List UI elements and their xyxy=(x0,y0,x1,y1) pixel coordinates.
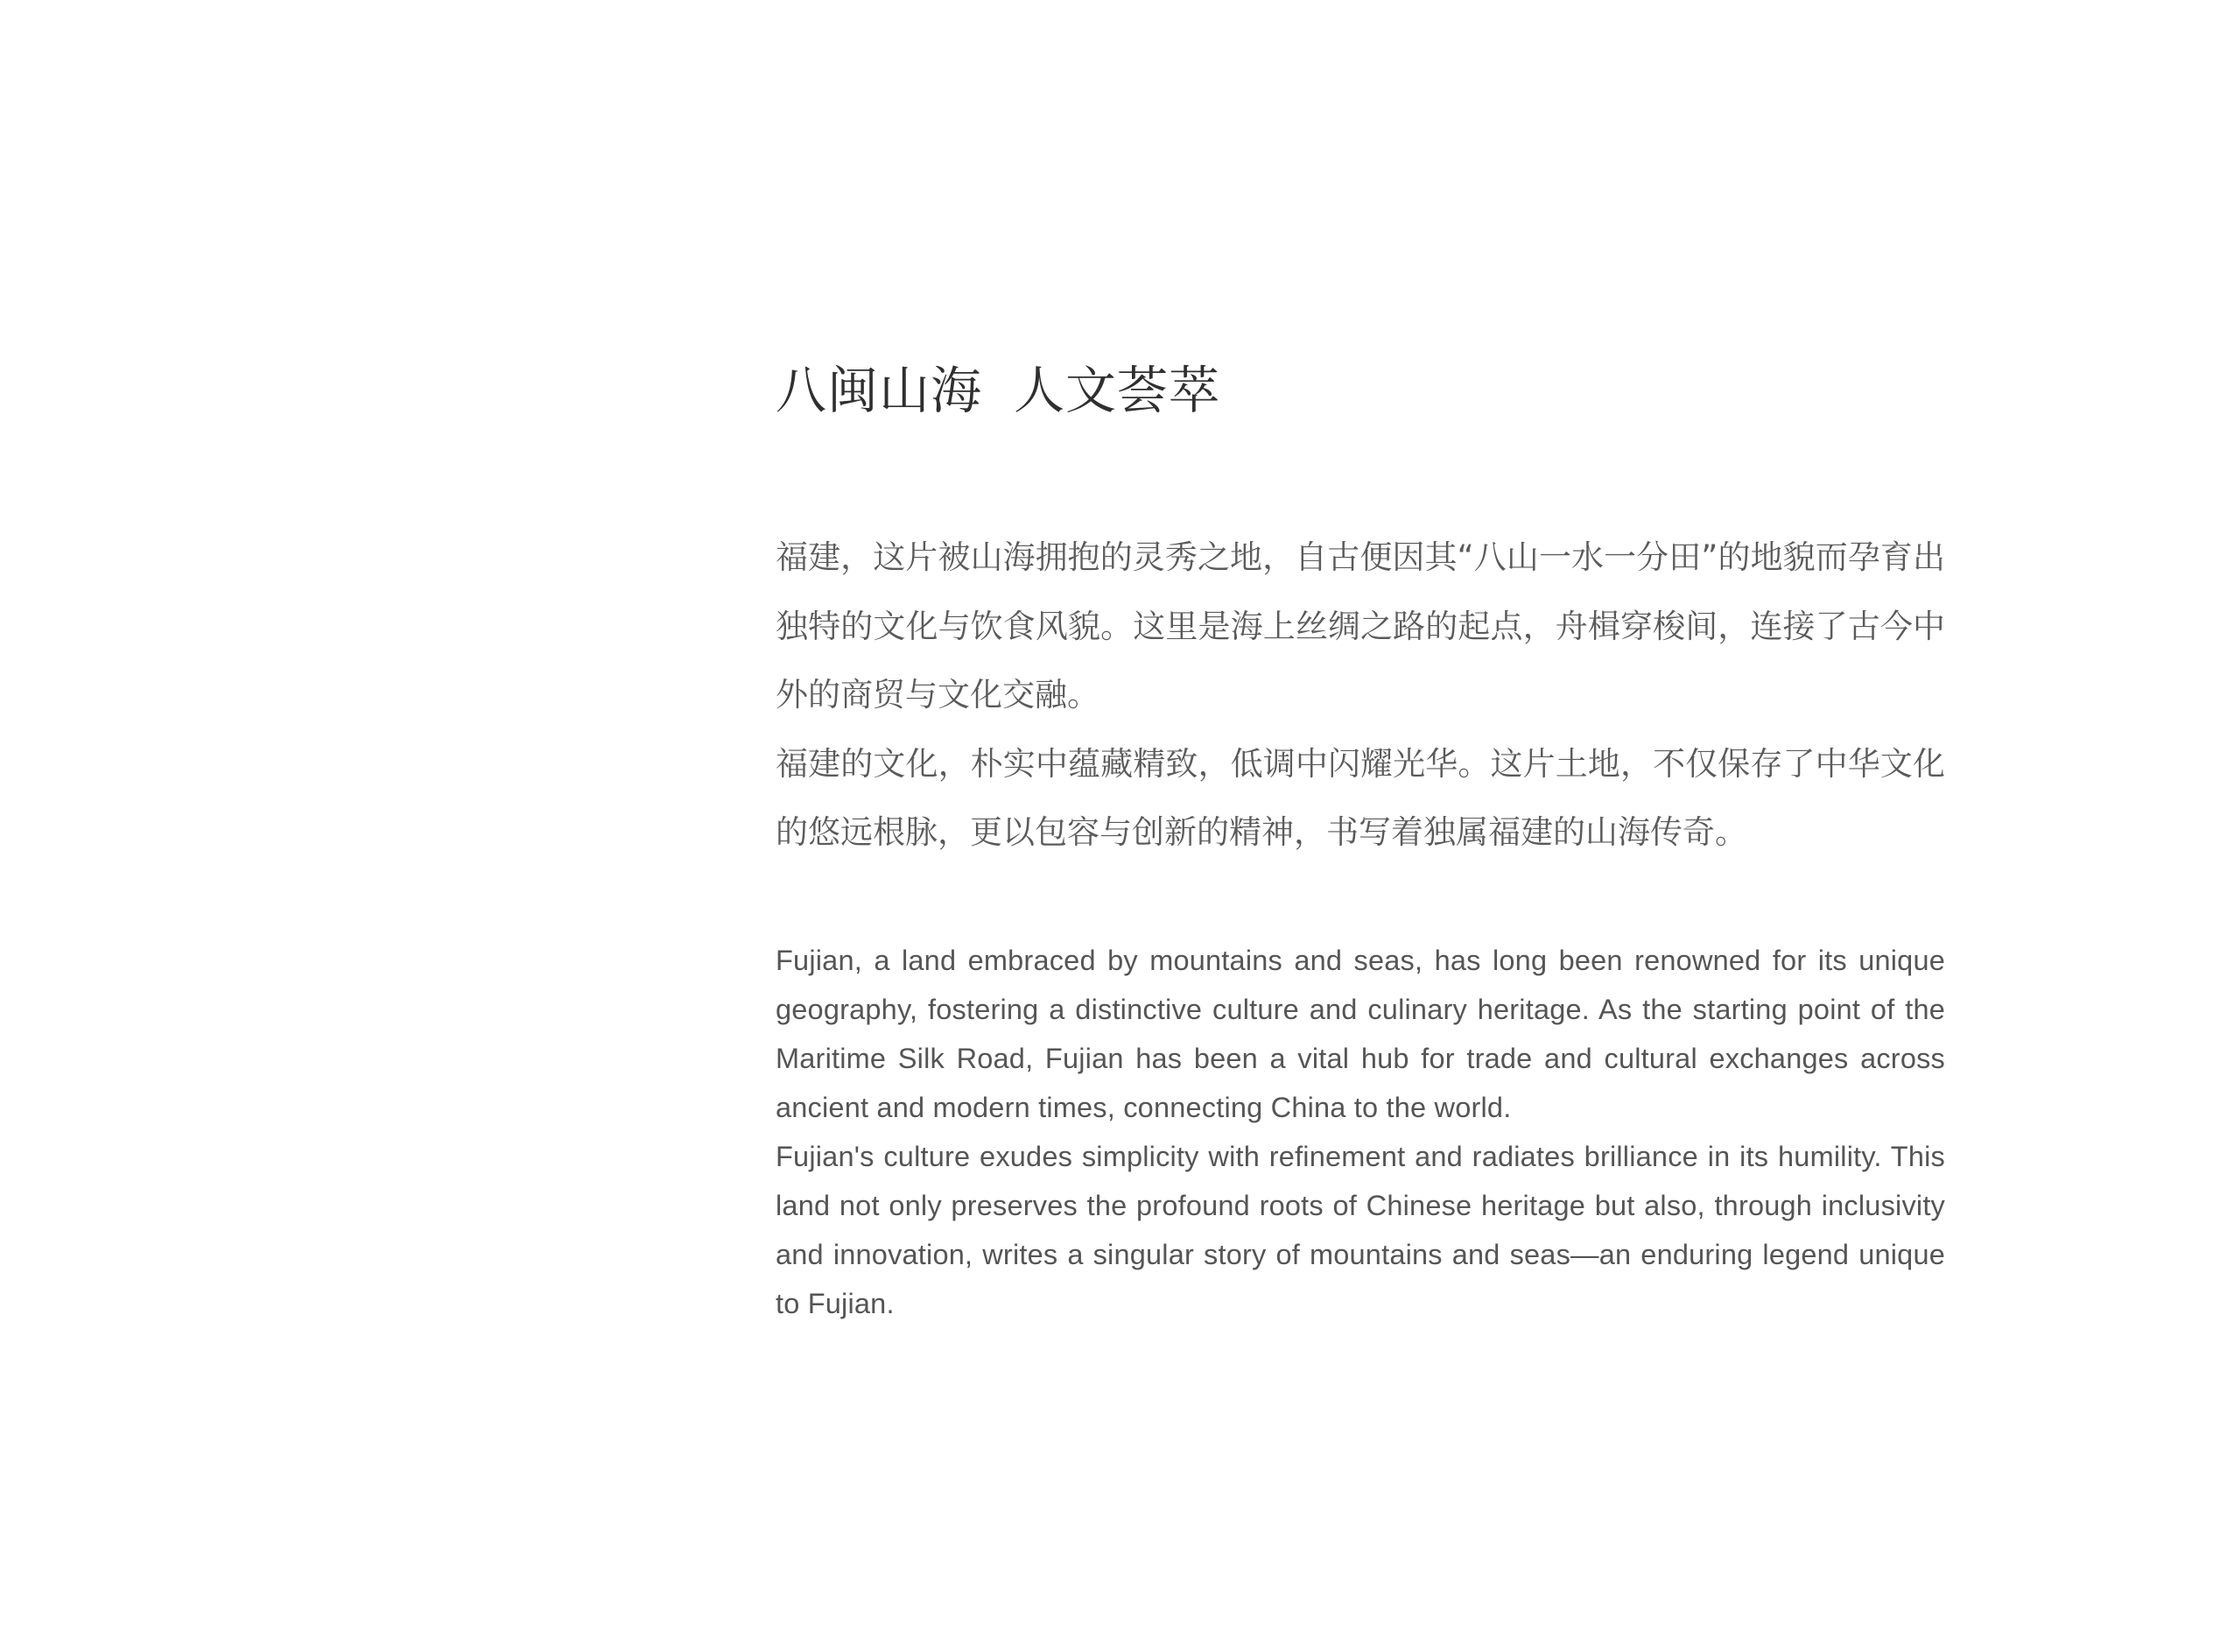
english-paragraph-2: Fujian's culture exudes simplicity with refinement and radiates brilliance in its humility. This land not only preserves the profound roots of Chinese heritage but also, through inclusivity and innovation, writes a singular story of mountains and seas—an enduring legend unique to Fujian. xyxy=(776,1140,1945,1319)
title-left: 八闽山海 xyxy=(776,361,983,420)
page-title xyxy=(776,361,1945,420)
title-right: 人文荟萃 xyxy=(1014,361,1221,420)
english-paragraph-1: Fujian, a land embraced by mountains and seas, has long been renowned for its unique geography, fostering a distinctive culture and culinary heritage. As the starting point of the Maritime Silk Road, Fujian has been a vital hub for trade and cultural exchanges across ancient and modern times, connecting China to the world. xyxy=(776,944,1945,1123)
english-text-block xyxy=(776,936,1945,1328)
chinese-paragraph-1: 福建，这片被山海拥抱的灵秀之地，自古便因其“八山一水一分田”的地貌而孕育出独特的文化与饮食风貌。这里是海上丝绸之路的起点，舟楫穿梭间，连接了古今中外的商贸与文化交融。 xyxy=(776,538,1945,714)
content-block xyxy=(776,361,1945,1328)
chinese-paragraph-2: 福建的文化，朴实中蕴藏精致，低调中闪耀光华。这片土地，不仅保存了中华文化的悠远根脉，更以包容与创新的精神，书写着独属福建的山海传奇。 xyxy=(776,744,1945,851)
chinese-text-block xyxy=(776,524,1945,868)
